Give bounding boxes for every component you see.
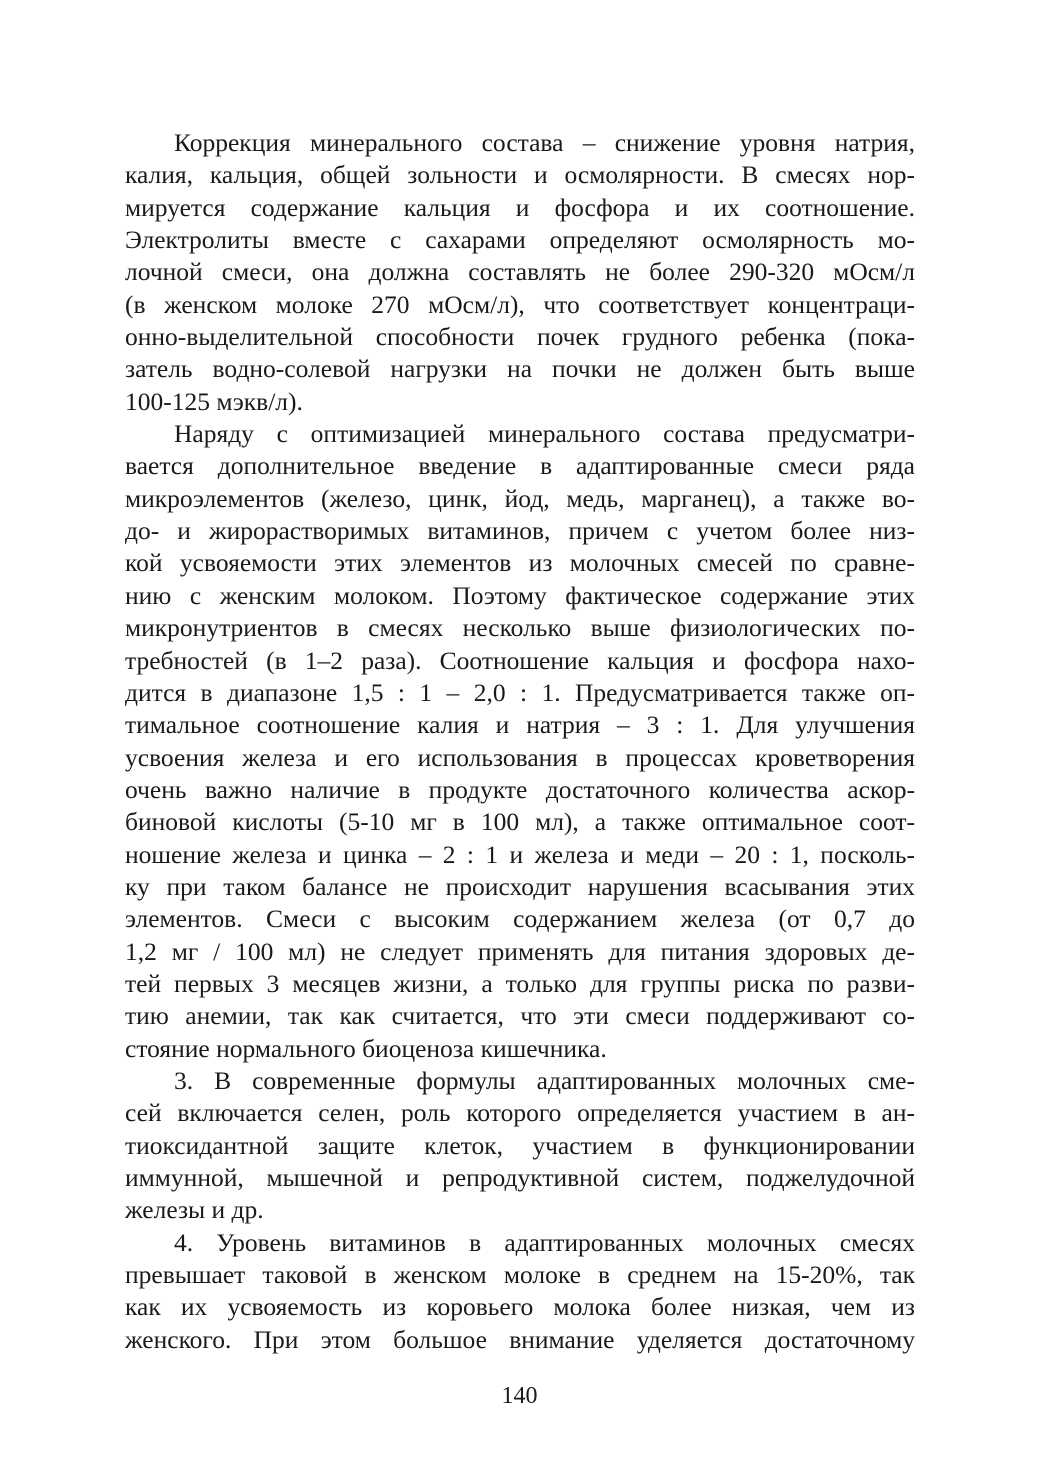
text-line: до- и жирорастворимых витаминов, причем с учетом более низ-	[125, 516, 915, 546]
text-line: 100-125 мэкв/л).	[125, 386, 303, 416]
page-number: 140	[501, 1383, 538, 1409]
text-line: 3. В современные формулы адаптированных молочных сме-	[174, 1065, 915, 1095]
text-line: требностей (в 1–2 раза). Соотношение кальция и фосфора нахо-	[125, 645, 915, 675]
text-line: вается дополнительное введение в адаптированные смеси ряда	[125, 451, 915, 481]
text-line: кой усвояемости этих элементов из молочных смесей по сравне-	[125, 548, 915, 578]
text-line: мируется содержание кальция и фосфора и их соотношение.	[125, 192, 915, 222]
text-line: микронутриентов в смесях несколько выше физиологических по-	[125, 613, 915, 643]
text-line: иммунной, мышечной и репродуктивной систем, поджелудочной	[125, 1163, 915, 1192]
text-line: стояние нормального биоценоза кишечника.	[125, 1033, 607, 1063]
text-line: как их усвояемость из коровьего молока более низкая, чем из	[125, 1292, 915, 1322]
text-line: железы и др.	[125, 1195, 264, 1225]
text-line: 4. Уровень витаминов в адаптированных молочных смесях	[174, 1227, 915, 1257]
text-line: очень важно наличие в продукте достаточного количества аскор-	[125, 774, 915, 804]
text-line: онно-выделительной способности почек грудного ребенка (пока-	[125, 322, 915, 352]
text-line: нию с женским молоком. Поэтому фактическое содержание этих	[125, 580, 915, 610]
text-line: дится в диапазоне 1,5 : 1 – 2,0 : 1. Предусматривается также оп-	[125, 677, 915, 707]
text-line: превышает таковой в женском молоке в среднем на 15-20%, так	[125, 1260, 915, 1290]
text-line: ку при таком балансе не происходит нарушения всасывания этих	[125, 871, 915, 901]
text-line: элементов. Смеси с высоким содержанием железа (от 0,7 до	[125, 904, 915, 934]
text-line: тиоксидантной защите клеток, участием в функционировании	[125, 1130, 915, 1160]
text-line: тей первых 3 месяцев жизни, а только для группы риска по разви-	[125, 968, 915, 998]
text-line: ношение железа и цинка – 2 : 1 и железа и меди – 20 : 1, посколь-	[125, 839, 915, 869]
text-line: сей включается селен, роль которого определяется участием в ан-	[125, 1098, 915, 1128]
paragraph-micronutrients	[125, 418, 915, 1065]
paragraph-mineral-correction	[125, 127, 915, 418]
text-line: (в женском молоке 270 мОсм/л), что соответствует концентраци-	[125, 289, 915, 319]
text-line: женского. При этом большое внимание уделяется достаточному	[125, 1324, 915, 1354]
text-line: 1,2 мг / 100 мл) не следует применять для питания здоровых де-	[125, 936, 915, 966]
text-line: микроэлементов (железо, цинк, йод, медь, марганец), а также во-	[125, 483, 915, 513]
text-line: биновой кислоты (5-10 мг в 100 мл), а также оптимальное соот-	[125, 807, 915, 837]
paragraph-item-3-selenium	[125, 1065, 915, 1227]
body-text	[125, 127, 915, 1356]
text-line: тимальное соотношение калия и натрия – 3 : 1. Для улучшения	[125, 710, 915, 740]
text-line: Наряду с оптимизацией минерального состава предусматри-	[174, 419, 915, 449]
text-line: Коррекция минерального состава – снижение уровня натрия,	[174, 128, 915, 157]
text-line: Электролиты вместе с сахарами определяют осмолярность мо-	[125, 225, 915, 255]
paragraph-item-4-vitamins	[125, 1227, 915, 1356]
text-line: затель водно-солевой нагрузки на почки не должен быть выше	[125, 354, 915, 384]
text-line: усвоения железа и его использования в процессах кроветворения	[125, 742, 915, 772]
text-line: калия, кальция, общей зольности и осмолярности. В смесях нор-	[125, 160, 915, 190]
text-line: тию анемии, так как считается, что эти смеси поддерживают со-	[125, 1001, 915, 1031]
text-line: лочной смеси, она должна составлять не более 290-320 мОсм/л	[125, 257, 915, 287]
